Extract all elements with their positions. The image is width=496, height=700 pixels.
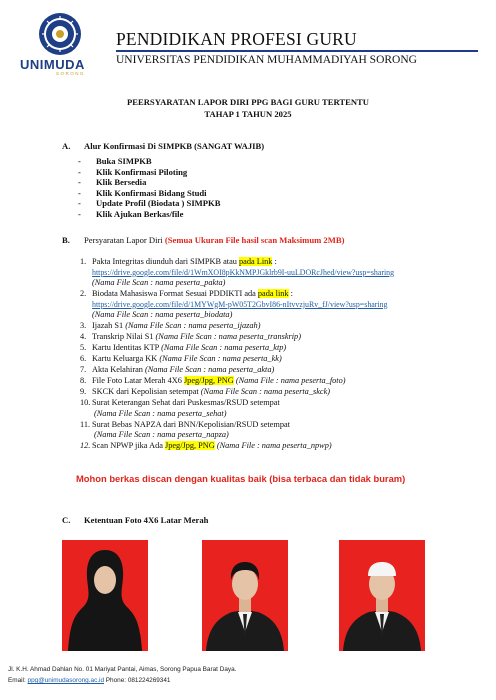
list-item: - Klik Konfirmasi Bidang Studi (78, 187, 207, 198)
list-item: 2. Biodata Mahasiswa Format Sesuai PDDIKTI ada pada link : https://drive.google.com/file/d/1MYWgM-pW05T2GbvI86-nItvvzjuRv_fJ/view?usp=sharing (Nama File Scan : nama peserta_biodata) (80, 289, 388, 319)
list-item: - Klik Ajukan Berkas/file (78, 208, 184, 219)
list-item: - Buka SIMPKB (78, 156, 152, 166)
section-c-number: C. (62, 515, 71, 525)
example-photo-man-white-cap (339, 540, 425, 651)
list-item: - Klik Konfirmasi Piloting (78, 166, 188, 177)
requirements-list (80, 257, 394, 452)
footer-email-link[interactable]: ppg@unimudasorong.ac.id (27, 677, 105, 684)
example-photo-hijab-woman (62, 540, 148, 651)
section-a-title: Alur Konfirmasi Di SIMPKB (SANGAT WAJIB) (84, 141, 265, 151)
letterhead (0, 0, 496, 80)
section-b-note: (Semua Ukuran File hasil scan Maksimum 2MB) (164, 235, 345, 245)
letterhead-divider (116, 50, 478, 52)
university-seal-icon (38, 12, 82, 56)
section-a-heading (62, 141, 264, 151)
section-b-number: B. (62, 235, 70, 245)
section-b-heading (62, 235, 344, 245)
scan-quality-notice: Mohon berkas discan dengan kualitas baik (bisa terbaca dan tidak buram) (76, 473, 406, 484)
footer-address: Jl. K.H. Ahmad Dahlan No. 01 Mariyat Pantai, Aimas, Sorong Papua Barat Daya. (8, 666, 237, 673)
list-item: 5. Kartu Identitas KTP (Nama File Scan : nama peserta_ktp) (80, 343, 287, 352)
example-photo-man-black-hair (202, 540, 288, 651)
section-a-steps (78, 156, 220, 219)
document-title (0, 96, 496, 120)
document-title-line2: TAHAP 1 TAHUN 2025 (204, 109, 292, 119)
list-item: 1. Pakta Integritas diunduh dari SIMPKB atau pada Link : https://drive.google.com/file/d/1WmXOI8pKkNMPJGklrb9I-uuLDORcJhed/view?usp=sharing (Nama File Scan : nama peserta_pakta) (80, 257, 395, 287)
biodata-link[interactable]: https://drive.google.com/file/d/1MYWgM-pW05T2GbvI86-nItvvzjuRv_fJ/view?usp=sharing (92, 299, 388, 309)
letterhead-subtitle: UNIVERSITAS PENDIDIKAN MUHAMMADIYAH SORONG (116, 54, 417, 66)
section-c-title: Ketentuan Foto 4X6 Latar Merah (84, 515, 209, 525)
list-item: 3. Ijazah S1 (Nama File Scan : nama peserta_ijazah) (80, 321, 261, 330)
list-item: 9. SKCK dari Kepolisian setempat (Nama File Scan : nama peserta_skck) (80, 387, 331, 396)
list-item: 8. File Foto Latar Merah 4X6 Jpeg/Jpg, PNG (Nama File : nama peserta_foto) (80, 376, 346, 385)
pakta-link[interactable]: https://drive.google.com/file/d/1WmXOI8pKkNMPJGklrb9I-uuLDORcJhed/view?usp=sharing (92, 267, 395, 277)
footer (8, 664, 236, 686)
logo-wordmark: UNIMUDA (20, 57, 85, 72)
document-title-line1: PEERSYARATAN LAPOR DIRI PPG BAGI GURU TERTENTU (127, 97, 369, 107)
letterhead-title: PENDIDIKAN PROFESI GURU (116, 29, 357, 49)
section-b-title: Persyaratan Lapor Diri (84, 235, 163, 245)
list-item: 11. Surat Bebas NAPZA dari BNN/Kepolisian/RSUD setempat (Nama File Scan : nama peserta_napza) (80, 419, 290, 439)
logo-subtext: SORONG (56, 71, 86, 76)
list-item: 7. Akta Kelahiran (Nama File Scan : nama peserta_akta) (80, 365, 275, 374)
footer-contact: Email: ppg@unimudasorong.ac.id Phone: 081224269341 (8, 677, 171, 684)
list-item: 6. Kartu Keluarga KK (Nama File Scan : nama peserta_kk) (80, 354, 282, 363)
section-c-heading (62, 515, 208, 525)
list-item: 4. Transkrip Nilai S1 (Nama File Scan : nama peserta_transkrip) (80, 332, 301, 341)
list-item: - Klik Bersedia (78, 177, 147, 187)
list-item: 12. Scan NPWP jika Ada Jpeg/Jpg, PNG (Nama File : nama peserta_npwp) (80, 441, 332, 450)
list-item: 10. Surat Keterangan Sehat dari Puskesmas/RSUD setempat (Nama File Scan : nama peserta_sehat) (80, 398, 280, 418)
list-item: - Update Profil (Biodata ) SIMPKB (78, 198, 221, 208)
section-a-number: A. (62, 141, 71, 151)
